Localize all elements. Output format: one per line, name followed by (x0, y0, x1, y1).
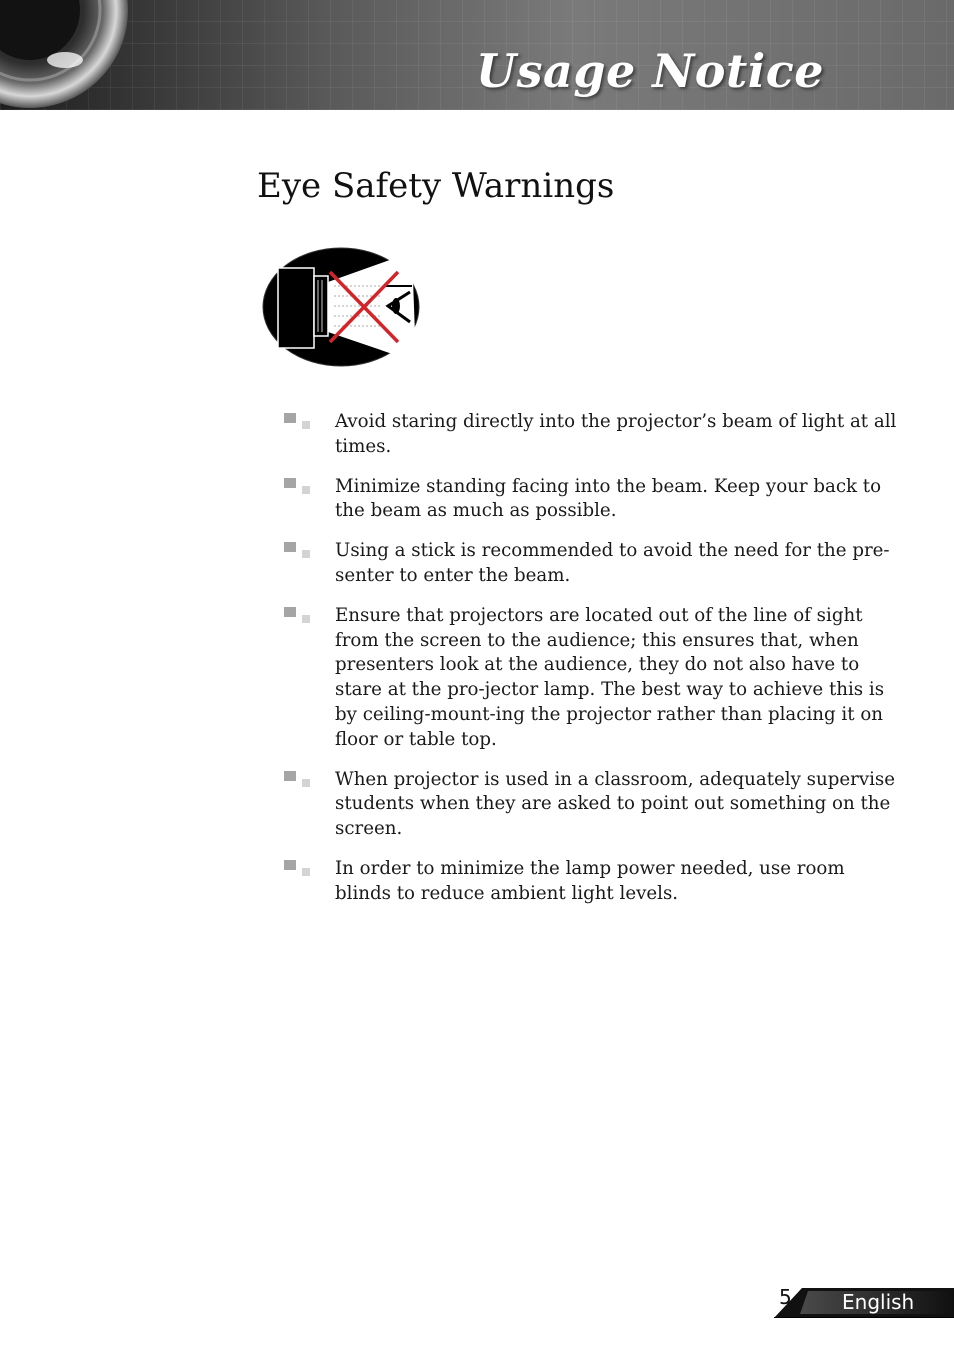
header-banner (0, 0, 954, 110)
safety-warnings-list (282, 410, 902, 922)
square-bullet-icon (282, 607, 312, 621)
list-item (282, 475, 902, 525)
list-item (282, 539, 902, 589)
square-bullet-icon (282, 771, 312, 785)
camera-lens-icon (0, 0, 130, 110)
square-bullet-icon (282, 413, 312, 427)
list-item-text: Avoid staring directly into the projector’s beam of light at all times. (335, 411, 897, 457)
list-item (282, 768, 902, 842)
language-label: English (842, 1290, 915, 1314)
square-bullet-icon (282, 542, 312, 556)
square-bullet-icon (282, 860, 312, 874)
section-heading: Eye Safety Warnings (257, 166, 615, 206)
list-item (282, 857, 902, 907)
square-bullet-icon (282, 478, 312, 492)
list-item-text: Minimize standing facing into the beam. Keep your back to the beam as much as possible. (335, 475, 882, 522)
page-title: Usage Notice (476, 44, 824, 98)
list-item-text: When projector is used in a classroom, adequately supervise students when they are asked to point out something on the screen. (335, 768, 896, 840)
list-item-text: In order to minimize the lamp power needed, use room blinds to reduce ambient light levels. (335, 857, 845, 904)
page-number: 5 (779, 1285, 792, 1309)
list-item-text: Ensure that projectors are located out of the line of sight from the screen to the audience; this ensures that, when presenters look at the audience, they do not also have to stare at the pro-jector lamp. The best way to achieve this is by ceiling-mount-ing the projector rather than placing it on floor or table top. (335, 604, 885, 750)
no-staring-into-beam-icon (262, 246, 420, 368)
list-item-text: Using a stick is recommended to avoid the need for the pre-senter to enter the beam. (335, 540, 890, 586)
list-item (282, 604, 902, 753)
list-item (282, 410, 902, 460)
